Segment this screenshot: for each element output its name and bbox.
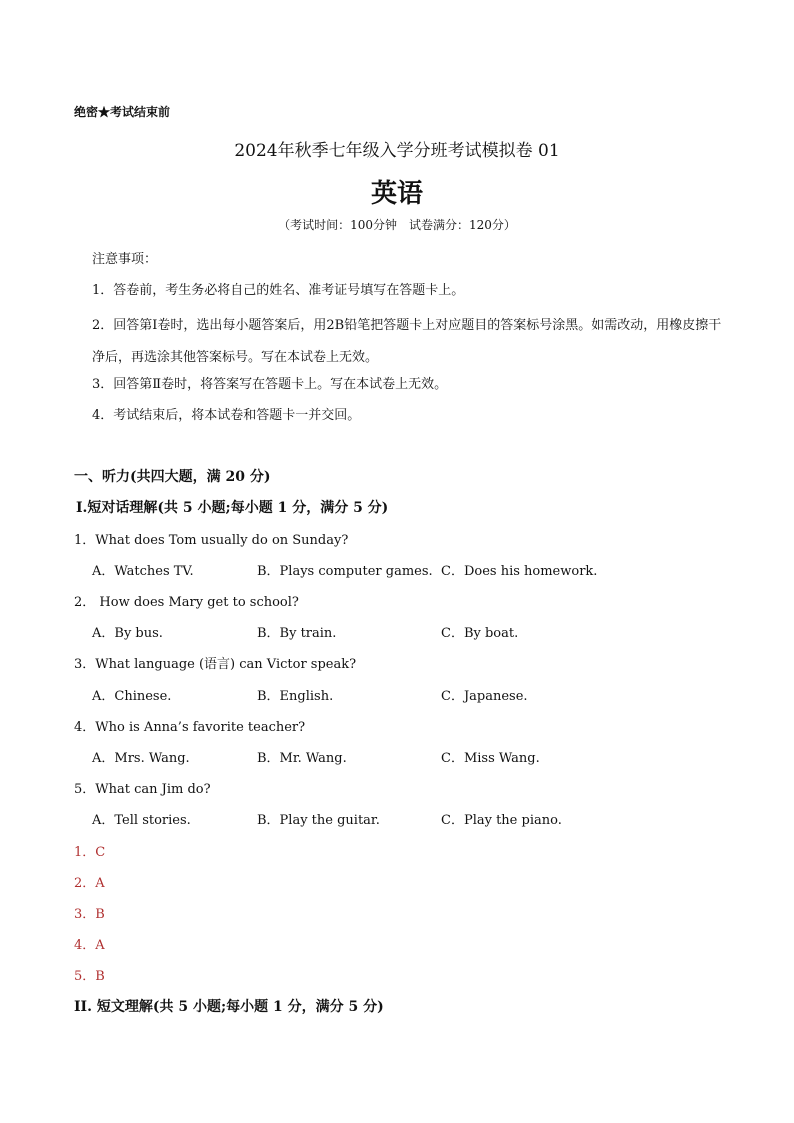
option-a: A．Mrs. Wang. — [92, 751, 190, 766]
option-b: B．Mr. Wang. — [257, 751, 347, 766]
option-c: C．By boat. — [441, 626, 519, 641]
question-stem: 2． How does Mary get to school? — [74, 595, 299, 610]
part1-title: 一、听力(共四大题，满 20 分) — [74, 469, 271, 485]
answer-key: 2．A — [74, 876, 105, 891]
notice-item: 3．回答第Ⅱ卷时，将答案写在答题卡上。写在本试卷上无效。 — [92, 377, 448, 392]
option-b: B．By train. — [257, 626, 337, 641]
notices-heading: 注意事项： — [92, 252, 158, 267]
option-a: A．Tell stories. — [92, 813, 191, 828]
answer-key: 3．B — [74, 907, 105, 922]
option-b: B．Play the guitar. — [257, 813, 380, 828]
option-a: A．By bus. — [92, 626, 163, 641]
section1-title: Ⅰ.短对话理解(共 5 小题;每小题 1 分，满分 5 分) — [76, 500, 389, 516]
option-a: A．Chinese. — [92, 689, 172, 704]
notice-item: 4．考试结束后，将本试卷和答题卡一并交回。 — [92, 408, 361, 423]
option-c: C．Play the piano. — [441, 813, 562, 828]
answer-key: 1．C — [74, 845, 106, 860]
option-b: B．English. — [257, 689, 334, 704]
answer-key: 4．A — [74, 938, 105, 953]
question-stem: 5．What can Jim do? — [74, 782, 211, 797]
option-a: A．Watches TV. — [92, 564, 194, 579]
answer-key: 5．B — [74, 969, 105, 984]
option-b: B．Plays computer games. — [257, 564, 433, 579]
question-stem: 1．What does Tom usually do on Sunday? — [74, 533, 349, 548]
question-stem: 3．What language (语言) can Victor speak? — [74, 657, 357, 672]
question-stem: 4．Who is Anna’s favorite teacher? — [74, 720, 306, 735]
section2-title: II. 短文理解(共 5 小题;每小题 1 分，满分 5 分) — [74, 999, 384, 1015]
confidential-mark: 绝密★考试结束前 — [74, 105, 171, 119]
exam-title: 2024年秋季七年级入学分班考试模拟卷 01 — [234, 141, 560, 161]
exam-info: （考试时间：100分钟 试卷满分：120分） — [278, 218, 516, 232]
option-c: C．Miss Wang. — [441, 751, 540, 766]
option-c: C．Japanese. — [441, 689, 528, 704]
notice-item: 1．答卷前，考生务必将自己的姓名、准考证号填写在答题卡上。 — [92, 283, 465, 298]
subject-title: 英语 — [370, 179, 423, 209]
notice-item: 2．回答第Ⅰ卷时，选出每小题答案后，用2B铅笔把答题卡上对应题目的答案标号涂黑。如需改动，用橡皮擦干净后，再选涂其他答案标号。写在本试卷上无效。 — [92, 318, 722, 365]
option-c: C．Does his homework. — [441, 564, 598, 579]
